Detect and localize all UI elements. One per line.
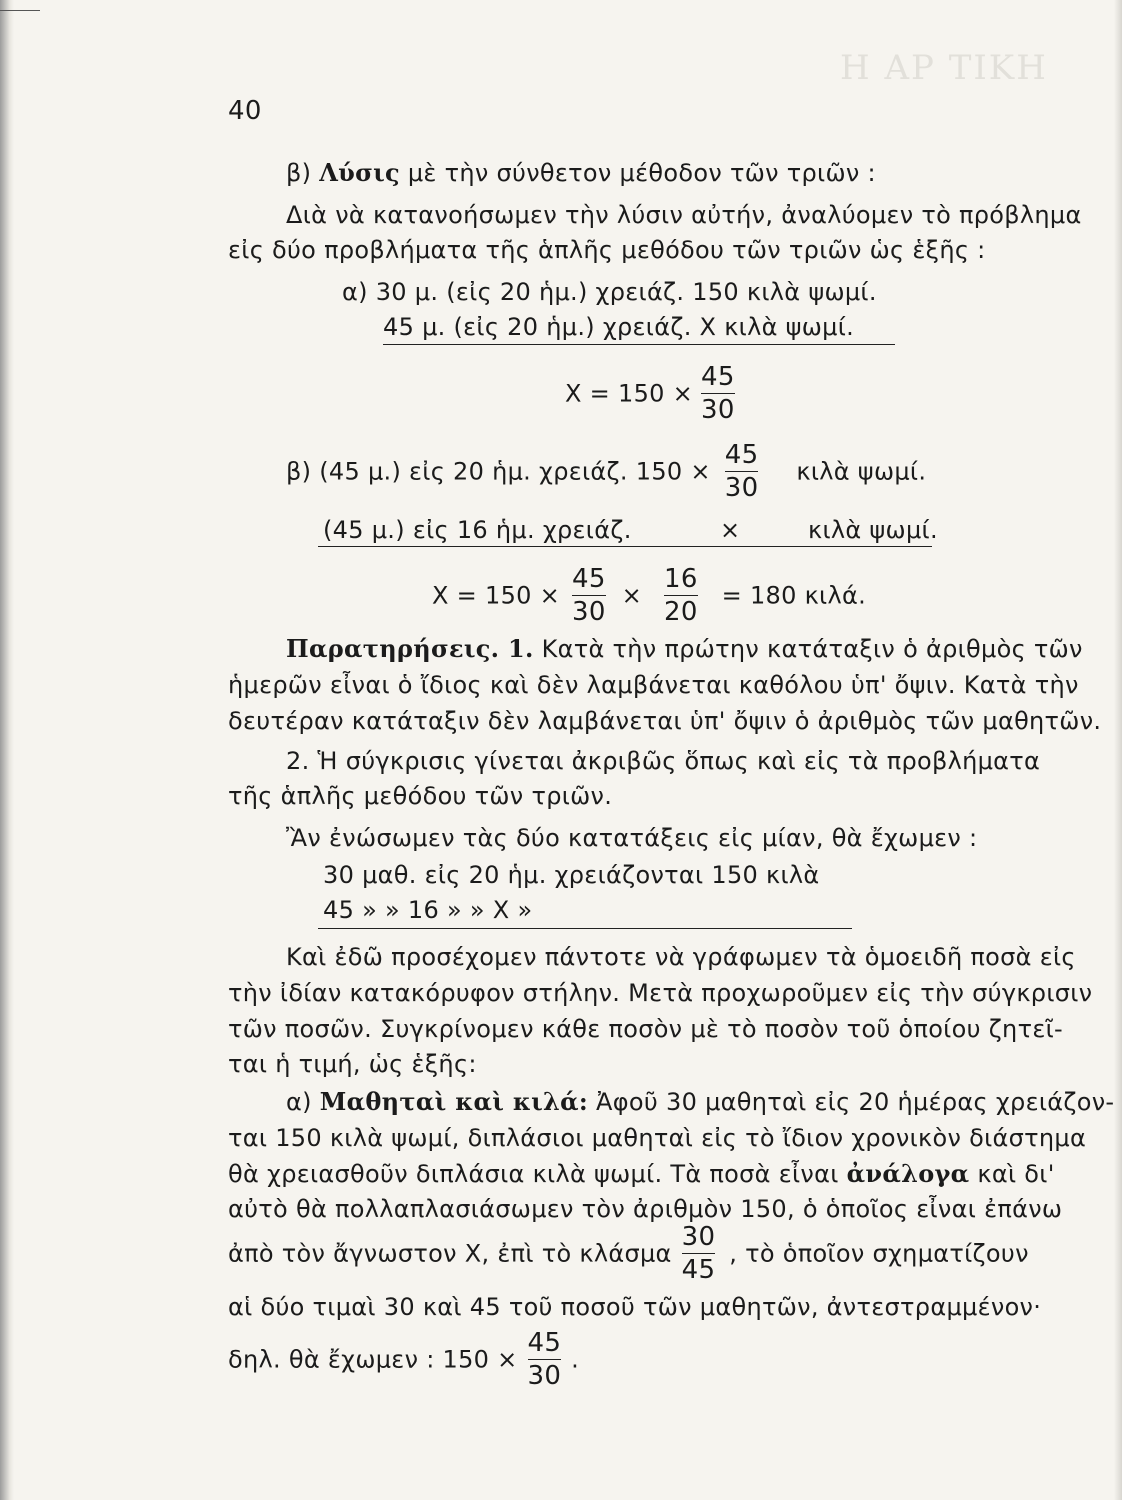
beta-heading-text: μὲ τὴν σύνθετον μέθοδον τῶν τριῶν : bbox=[407, 159, 876, 187]
page-gutter-shadow bbox=[0, 0, 14, 1500]
para3-line-5-numerator: 30 bbox=[681, 1222, 716, 1252]
alpha-formula-left: Χ = 150 × bbox=[565, 379, 694, 408]
beta-rule bbox=[318, 546, 932, 547]
fraction-bar bbox=[725, 471, 759, 472]
para2-line-4: ται ἡ τιμή, ὡς ἑξῆς: bbox=[228, 1050, 477, 1078]
alpha-fraction bbox=[701, 362, 735, 425]
beta-heading-bold: Λύσις bbox=[319, 158, 400, 187]
remarks-line-1 bbox=[286, 634, 1083, 664]
para3-line-5-fraction bbox=[682, 1222, 716, 1285]
para3-line-7 bbox=[228, 1328, 579, 1392]
remarks-line-2: ἡμερῶν εἶναι ὁ ἴδιος καὶ δὲν λαμβάνεται καθόλου ὑπ' ὄψιν. Κατὰ τὴν bbox=[228, 671, 1079, 699]
beta-result-times: × bbox=[621, 581, 643, 610]
para3-line-1 bbox=[286, 1087, 1114, 1117]
beta-result-f1-numerator: 45 bbox=[572, 564, 606, 594]
beta-row-1-left: β) (45 μ.) εἰς 20 ἡμ. χρειάζ. 150 × bbox=[286, 457, 711, 486]
para3-line-3-b: καὶ δι' bbox=[977, 1160, 1055, 1188]
beta-result-f2-denominator: 20 bbox=[663, 597, 698, 627]
beta-row-1-denominator: 30 bbox=[724, 473, 759, 503]
para3-line-7-numerator: 45 bbox=[527, 1328, 562, 1358]
alpha-numerator: 45 bbox=[701, 362, 735, 392]
alpha-row-1: α) 30 μ. (εἰς 20 ἡμ.) χρειάζ. 150 κιλὰ ψωμί. bbox=[342, 278, 877, 306]
alpha-row-2: 45 μ. (εἰς 20 ἡμ.) χρειάζ. Χ κιλὰ ψωμί. bbox=[383, 313, 855, 341]
combined-row-2: 45 » » 16 » » Χ » bbox=[323, 896, 533, 924]
fraction-bar bbox=[682, 1253, 716, 1254]
alpha-formula bbox=[565, 362, 735, 426]
fraction-bar bbox=[664, 595, 698, 596]
page-number: 40 bbox=[228, 96, 262, 126]
para3-line-1-rest: Ἀφοῦ 30 μαθηταὶ εἰς 20 ἡμέρας χρειάζον- bbox=[596, 1088, 1115, 1116]
remarks-line-5: τῆς ἁπλῆς μεθόδου τῶν τριῶν. bbox=[228, 782, 613, 810]
para3-line-5-denominator: 45 bbox=[681, 1255, 716, 1285]
bleed-through-header: Η ΑΡ ΤΙΚΗ bbox=[840, 48, 1048, 88]
para2-line-3: τῶν ποσῶν. Συγκρίνομεν κάθε ποσὸν μὲ τὸ ποσὸν τοῦ ὁποίου ζητεῖ- bbox=[228, 1015, 1063, 1043]
para2-line-2: τὴν ἰδίαν κατακόρυφον στήλην. Μετὰ προχωροῦμεν εἰς τὴν σύγκρισιν bbox=[228, 979, 1093, 1007]
intro-line-2: εἰς δύο προβλήματα τῆς ἁπλῆς μεθόδου τῶν τριῶν ὡς ἑξῆς : bbox=[228, 236, 986, 264]
para3-line-4: αὐτὸ θὰ πολλαπλασιάσωμεν τὸν ἀριθμὸν 150, ὁ ὁποῖος εἶναι ἐπάνω bbox=[228, 1195, 1063, 1223]
combined-row-1: 30 μαθ. εἰς 20 ἡμ. χρειάζονται 150 κιλὰ bbox=[323, 861, 820, 889]
remarks-line-1-text: Κατὰ τὴν πρώτην κατάταξιν ὁ ἀριθμὸς τῶν bbox=[541, 635, 1083, 663]
beta-result-fraction-1 bbox=[572, 564, 606, 627]
fraction-bar bbox=[528, 1359, 562, 1360]
beta-result-fraction-2 bbox=[664, 564, 698, 627]
beta-result bbox=[432, 564, 866, 628]
beta-prefix: β) bbox=[286, 159, 312, 187]
page-edge-shade bbox=[1114, 0, 1122, 1500]
beta-row-2-times: × bbox=[720, 516, 741, 544]
para3-line-2: ται 150 κιλὰ ψωμί, διπλάσιοι μαθηταὶ εἰς τὸ ἴδιον χρονικὸν διάστημα bbox=[228, 1124, 1087, 1152]
beta-result-f1-denominator: 30 bbox=[572, 597, 606, 627]
beta-row-1 bbox=[286, 440, 926, 504]
para3-bold: Μαθηταὶ καὶ κιλά: bbox=[319, 1087, 589, 1116]
remarks-line-3: δευτέραν κατάταξιν δὲν λαμβάνεται ὑπ' ὄψιν ὁ ἀριθμὸς τῶν μαθητῶν. bbox=[228, 707, 1102, 735]
beta-result-right: = 180 κιλά. bbox=[721, 581, 867, 610]
para3-line-5-b: , τὸ ὁποῖον σχηματίζουν bbox=[729, 1239, 1029, 1268]
para3-line-7-fraction bbox=[528, 1328, 562, 1391]
para3-line-3-a: θὰ χρειασθοῦν διπλάσια κιλὰ ψωμί. Τὰ ποσὰ εἶναι bbox=[228, 1160, 839, 1188]
scan-edge-line bbox=[0, 10, 40, 11]
beta-row-1-right: κιλὰ ψωμί. bbox=[796, 457, 927, 486]
fraction-bar bbox=[572, 595, 606, 596]
beta-result-left: Χ = 150 × bbox=[432, 581, 561, 610]
beta-result-f2-numerator: 16 bbox=[663, 564, 698, 594]
alpha-denominator: 30 bbox=[701, 395, 735, 425]
para2-line-1: Καὶ ἐδῶ προσέχομεν πάντοτε νὰ γράφωμεν τὰ ὁμοειδῆ ποσὰ εἰς bbox=[286, 943, 1076, 971]
para3-line-7-b: . bbox=[571, 1345, 580, 1374]
para3-line-7-a: δηλ. θὰ ἔχωμεν : 150 × bbox=[228, 1345, 518, 1374]
para3-line-6: αἱ δύο τιμαὶ 30 καὶ 45 τοῦ ποσοῦ τῶν μαθητῶν, ἀντεστραμμένον· bbox=[228, 1293, 1042, 1321]
beta-row-2: (45 μ.) εἰς 16 ἡμ. χρειάζ. bbox=[323, 516, 632, 544]
intro-line-1: Διὰ νὰ κατανοήσωμεν τὴν λύσιν αὐτήν, ἀναλύομεν τὸ πρόβλημα bbox=[286, 201, 1082, 229]
beta-row-2-right: κιλὰ ψωμί. bbox=[808, 516, 938, 544]
remarks-line-4: 2. Ἡ σύγκρισις γίνεται ἀκριβῶς ὅπως καὶ εἰς τὰ προβλήματα bbox=[286, 747, 1041, 775]
para3-line-3 bbox=[228, 1159, 1055, 1189]
alpha-rule bbox=[383, 344, 895, 345]
beta-heading bbox=[286, 158, 876, 188]
beta-row-1-numerator: 45 bbox=[724, 440, 759, 470]
para3-prefix: α) bbox=[286, 1088, 312, 1116]
para3-line-5-a: ἀπὸ τὸν ἄγνωστον Χ, ἐπὶ τὸ κλάσμα bbox=[228, 1239, 672, 1268]
remarks-line-6: Ἂν ἐνώσωμεν τὰς δύο κατατάξεις εἰς μίαν, θὰ ἔχωμεν : bbox=[286, 824, 978, 852]
remarks-heading: Παρατηρήσεις. 1. bbox=[286, 634, 534, 663]
beta-row-1-fraction bbox=[725, 440, 759, 503]
fraction-bar bbox=[701, 393, 735, 394]
para3-line-3-bold: ἀνάλογα bbox=[846, 1159, 970, 1188]
para3-line-7-denominator: 30 bbox=[527, 1361, 562, 1391]
para3-line-5 bbox=[228, 1222, 1029, 1286]
combined-rule bbox=[318, 928, 852, 929]
